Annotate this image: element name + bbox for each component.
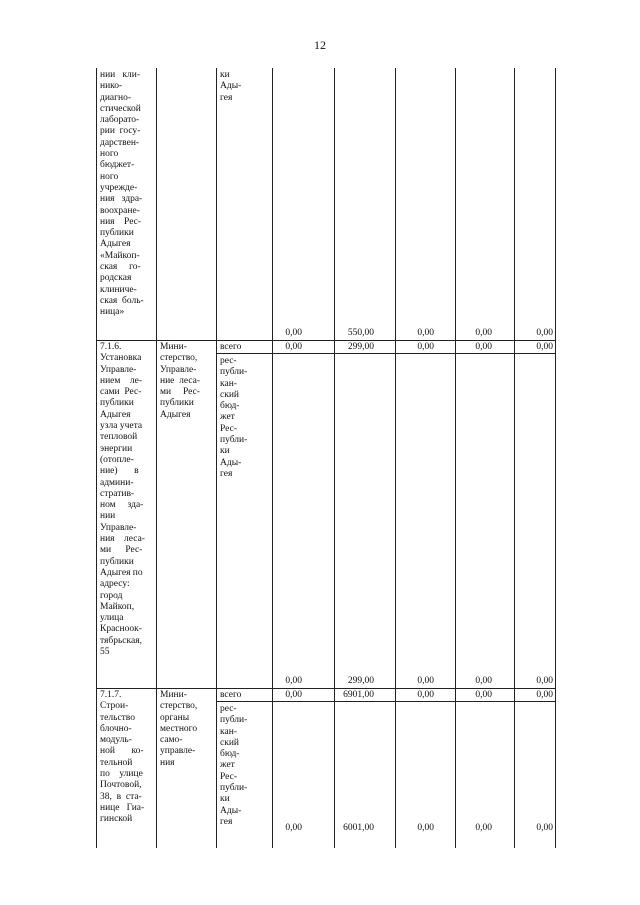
column-divider — [455, 68, 456, 848]
column-divider — [272, 68, 273, 848]
amount-cell: 299,00 — [347, 676, 374, 686]
funding-source-cell: рес- публи- кан- ский бюд- жет Рес- публи- ки Ады- гея — [220, 704, 248, 827]
column-divider — [156, 68, 157, 848]
amount-cell: 0,00 — [417, 328, 434, 338]
amount-cell: 0,00 — [417, 823, 434, 833]
executor-cell: Мини- стерство, органы местного само- управле- ния — [160, 690, 198, 768]
row-divider — [96, 340, 556, 341]
total-label-cell: всего — [220, 342, 242, 352]
funding-source-cell: рес- публи- кан- ский бюд- жет Рес- публи- ки Ады- гея — [220, 356, 248, 479]
column-divider — [514, 68, 515, 848]
amount-cell: 0,00 — [536, 676, 553, 686]
amount-cell: 0,00 — [285, 823, 302, 833]
amount-cell: 0,00 — [285, 328, 302, 338]
amount-cell: 6901,00 — [343, 690, 374, 700]
amount-cell: 0,00 — [417, 342, 434, 352]
amount-cell: 550,00 — [347, 328, 374, 338]
amount-cell: 0,00 — [475, 690, 492, 700]
amount-cell: 0,00 — [285, 342, 302, 352]
amount-cell: 0,00 — [285, 676, 302, 686]
table-border-right — [555, 68, 556, 848]
funding-source-cell: ки Ады- гея — [220, 70, 242, 103]
amount-cell: 0,00 — [536, 690, 553, 700]
amount-cell: 6001,00 — [343, 823, 374, 833]
amount-cell: 0,00 — [475, 328, 492, 338]
total-label-cell: всего — [220, 690, 242, 700]
amount-cell: 0,00 — [475, 676, 492, 686]
column-divider — [216, 68, 217, 848]
amount-cell: 0,00 — [285, 690, 302, 700]
measure-name-cell: нии кли- нико- диагно- стической лаборато- рии госу- дарствен- ного бюджет- ного учрежде- ния здра- воохране- ния Рес- публики Адыгея «Майкоп- ская го- родская клиниче- ская боль- ница» — [100, 70, 144, 318]
amount-cell: 0,00 — [536, 328, 553, 338]
row-divider — [96, 688, 556, 689]
executor-cell: Мини- стерство, Управле- ние леса- ми Рес- публики Адыгея — [160, 342, 201, 420]
amount-cell: 0,00 — [475, 342, 492, 352]
amount-cell: 0,00 — [417, 676, 434, 686]
page-number: 12 — [314, 38, 326, 52]
table-border-left — [96, 68, 97, 848]
amount-cell: 0,00 — [475, 823, 492, 833]
measure-name-cell: 7.1.6. Установка Управле- нием ле- сами Рес- публики Адыгея узла учета тепловой энергии (отопле- ние) в админи- стратив- ном зда- нии Управле- ния леса- ми Рес- публики Адыгея по адресу: город Майкоп, улица Красноок- тябрьская, 55 — [100, 342, 145, 658]
amount-cell: 299,00 — [347, 342, 374, 352]
amount-cell: 0,00 — [417, 690, 434, 700]
amount-cell: 0,00 — [536, 342, 553, 352]
amount-cell: 0,00 — [536, 823, 553, 833]
column-divider — [395, 68, 396, 848]
column-divider — [334, 68, 335, 848]
measure-name-cell: 7.1.7. Строи- тельство блочно- модуль- ной ко- тельной по улице Почтовой, 38, в ста- нице Гиа- гинской — [100, 690, 145, 825]
